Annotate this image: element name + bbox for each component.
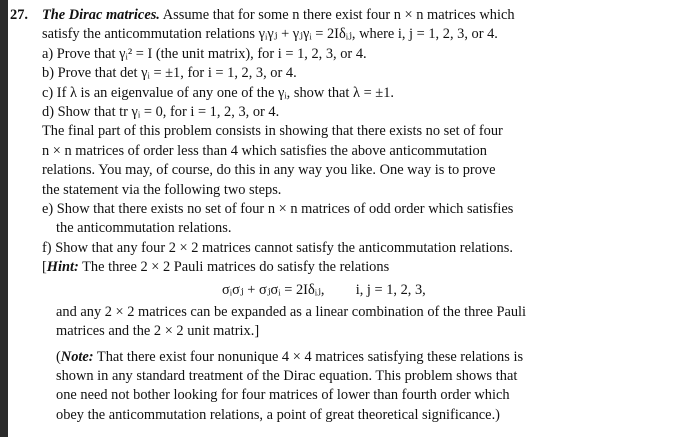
part-label: b) (42, 65, 54, 82)
part-e (42, 200, 682, 219)
final-para-line-3: relations. You may, of course, do this in any way you like. One way is to prove (42, 162, 496, 179)
problem-title: The Dirac matrices. (42, 7, 160, 23)
hint-line-2: and any 2 × 2 matrices can be expanded as a linear combination of the three Pauli (56, 303, 527, 320)
note-line-3: one need not bother looking for four matrices of lower than fourth order which (56, 387, 510, 404)
intro-line-2: satisfy the anticommutation relations γᵢγⱼ + γⱼγᵢ = 2Iδᵢⱼ, where i, j = 1, 2, 3, or 4. (42, 26, 498, 43)
part-e-line-2: the anticommutation relations. (56, 220, 232, 237)
note-open-paren: ( (56, 348, 61, 365)
part-label: e) (42, 201, 54, 218)
note-text: That there exist four nonunique 4 × 4 matrices satisfying these relations is (96, 348, 524, 365)
final-para-line-4: the statement via the following two steps. (42, 181, 282, 198)
problem-27 (10, 6, 682, 425)
part-a (42, 45, 682, 64)
hint-line-3: matrices and the 2 × 2 unit matrix.] (56, 323, 260, 340)
part-text: Show that there exists no set of four n × n matrices of odd order which satisfies (56, 201, 514, 218)
hint-open-bracket: [ (42, 259, 47, 276)
intro-line-1: Assume that for some n there exist four n × n matrices which (162, 7, 515, 23)
part-b (42, 64, 682, 83)
problem-number: 27. (10, 7, 28, 23)
textbook-page (8, 0, 700, 437)
final-para-line-1: The final part of this problem consists in showing that there exists no set of four (42, 123, 503, 140)
hint-text: The three 2 × 2 Pauli matrices do satisfy the relations (82, 259, 390, 276)
part-label: a) (42, 45, 54, 62)
pauli-equation (42, 278, 682, 303)
part-f (42, 239, 682, 258)
part-label: f) (42, 239, 52, 256)
part-c (42, 84, 682, 103)
note-line-2: shown in any standard treatment of the Dirac equation. This problem shows that (56, 367, 518, 384)
part-text: Show that tr γᵢ = 0, for i = 1, 2, 3, or 4. (57, 104, 280, 121)
part-text: Show that any four 2 × 2 matrices cannot satisfy the anticommutation relations. (55, 239, 513, 256)
note-line-1 (42, 348, 682, 367)
part-label: d) (42, 104, 54, 121)
problem-header (10, 6, 682, 25)
part-text: Prove that det γᵢ = ±1, for i = 1, 2, 3, or 4. (57, 65, 297, 82)
equation-indices: i, j = 1, 2, 3, (355, 281, 426, 298)
note-line-4: obey the anticommutation relations, a point of great theoretical significance.) (56, 406, 500, 423)
part-d (42, 103, 682, 122)
part-text: Prove that γᵢ² = I (the unit matrix), for i = 1, 2, 3, or 4. (56, 45, 367, 62)
equation-expression: σᵢσⱼ + σⱼσᵢ = 2Iδᵢⱼ, (222, 281, 325, 298)
final-para-line-2: n × n matrices of order less than 4 which satisfies the above anticommutation (42, 142, 487, 159)
hint-label: Hint: (46, 259, 79, 276)
part-label: c) (42, 84, 54, 101)
hint-line-1 (42, 258, 682, 277)
part-text: If λ is an eigenvalue of any one of the γᵢ, show that λ = ±1. (56, 84, 394, 101)
note-label: Note: (60, 348, 94, 365)
